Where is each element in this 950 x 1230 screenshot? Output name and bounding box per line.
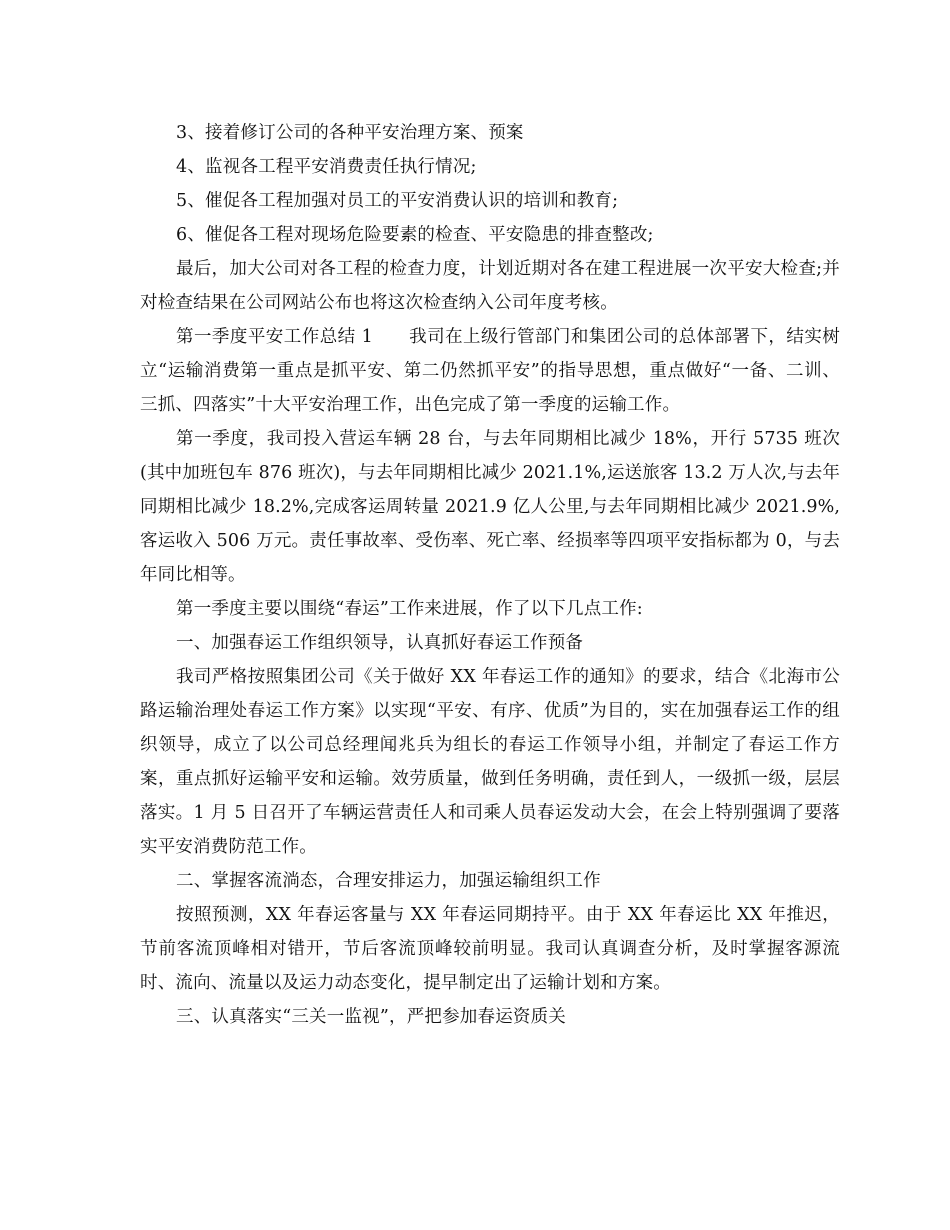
paragraph-item-6: 6、催促各工程对现场危险要素的检查、平安隐患的排查整改; [176,225,654,245]
paragraph-section-1-body: 我司严格按照集团公司《关于做好 XX 年春运工作的通知》的要求，结合《北海市公路运输治理处春运工作方案》以实现“平安、有序、优质”为目的，实在加强春运工作的组织领导，成立了以公司总经理闻兆兵为组长的春运工作领导小组，并制定了春运工作方案，重点抓好运输平安和运输。效劳质量，做到任务明确，责任到人，一级抓一级，层层落实。1 月 5 日召开了车辆运营责任人和司乘人员春运发动大会，在会上特别强调了要落实平安消费防范工作。 [140,667,840,857]
section-heading-2: 二、掌握客流淌态，合理安排运力，加强运输组织工作 [176,871,601,891]
section-heading-1: 一、加强春运工作组织领导，认真抓好春运工作预备 [176,633,584,653]
paragraph-item-5: 5、催促各工程加强对员工的平安消费认识的培训和教育; [176,191,619,211]
paragraph-item-3: 3、接着修订公司的各种平安治理方案、预案 [176,123,524,143]
section-heading-3: 三、认真落实“三关一监视”，严把参加春运资质关 [176,1007,566,1027]
paragraph-summary-intro: 第一季度平安工作总结 1 我司在上级行管部门和集团公司的总体部署下，结实树立“运输消费第一重点是抓平安、第二仍然抓平安”的指导思想，重点做好“一备、二训、三抓、四落实”十大平安治理工作，出色完成了第一季度的运输工作。 [140,327,840,415]
document-body [140,116,840,1034]
paragraph-item-4: 4、监视各工程平安消费责任执行情况; [176,157,477,177]
paragraph-section-2-body: 按照预测，XX 年春运客量与 XX 年春运同期持平。由于 XX 年春运比 XX 年推迟，节前客流顶峰相对错开，节后客流顶峰较前明显。我司认真调查分析，及时掌握客源流时、流向、流量以及运力动态变化，提早制定出了运输计划和方案。 [140,905,840,993]
paragraph-conclusion: 最后，加大公司对各工程的检查力度，计划近期对各在建工程进展一次平安大检查;并对检查结果在公司网站公布也将这次检查纳入公司年度考核。 [140,259,840,313]
paragraph-work-overview: 第一季度主要以围绕“春运”工作来进展，作了以下几点工作: [176,599,643,619]
paragraph-statistics: 第一季度，我司投入营运车辆 28 台，与去年同期相比减少 18%，开行 5735 班次(其中加班包车 876 班次)，与去年同期相比减少 2021.1%,运送旅客 13.2 万人次,与去年同期相比减少 18.2%,完成客运周转量 2021.9 亿人公里,与去年同期相比减少 2021.9%,客运收入 506 万元。责任事故率、受伤率、死亡率、经损率等四项平安指标都为 0，与去年同比相等。 [140,429,840,585]
